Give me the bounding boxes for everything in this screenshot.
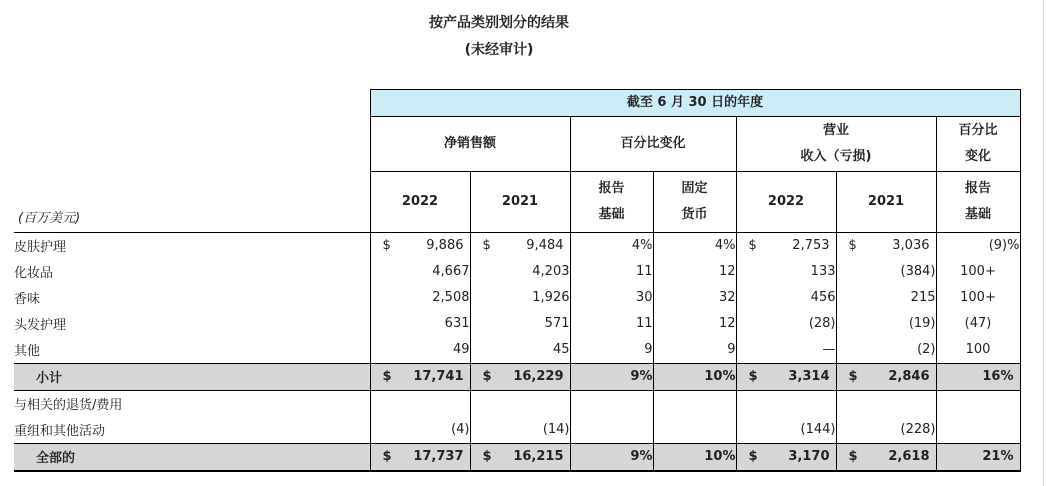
total-row: 全部的 $ 17,737 $ 16,215 9% 10% $ 3,170 $ 2,618 21% — [14, 443, 1020, 471]
currency-symbol: $ — [748, 238, 757, 253]
row-label: 化妆品 — [14, 266, 54, 281]
currency-symbol: $ — [848, 238, 857, 253]
units-label: (百万美元) — [18, 210, 81, 226]
table-row: 其他 49 45 9 9 — (2) 100 — [14, 337, 1020, 364]
pct-change-header: 百分比变化 — [570, 117, 736, 172]
results-table — [14, 89, 1021, 472]
total-label: 全部的 — [14, 443, 370, 471]
pct-change2-header: 百分比 变化 — [936, 117, 1020, 172]
oi-2021-header: 2021 — [836, 172, 936, 233]
currency-symbol: $ — [382, 238, 391, 253]
row-label: 与相关的退货/费用 — [14, 398, 123, 413]
table-row: 皮肤护理 $ 9,886 $ 9,484 4% 4% $ 2,753 $ 3,036 (9)% — [14, 232, 1020, 259]
row-label: 头发护理 — [14, 318, 67, 333]
table-row: 化妆品 4,667 4,203 11 12 133 (384) 100+ — [14, 259, 1020, 285]
ns-2021-header: 2021 — [470, 172, 570, 233]
row-label: 皮肤护理 — [14, 240, 67, 255]
subtotal-label: 小计 — [14, 363, 370, 390]
report-title: 按产品类别划分的结果 — [429, 15, 569, 31]
report-subtitle: (未经审计) — [464, 42, 534, 58]
subtotal-row: 小计 $ 17,741 $ 16,229 9% 10% $ 3,314 $ 2,846 16% — [14, 363, 1020, 390]
table-row — [14, 390, 1020, 417]
net-sales-header: 净销售额 — [370, 117, 570, 172]
row-label: 重组和其他活动 — [14, 424, 106, 439]
row-label: 其他 — [14, 344, 41, 359]
currency-symbol: $ — [482, 238, 491, 253]
table-row: 头发护理 631 571 11 12 (28) (19) (47) — [14, 311, 1020, 337]
period-header: 截至 6 月 30 日的年度 — [370, 90, 1020, 117]
reported-header: 报告 基础 — [570, 172, 653, 233]
page-edge-rule — [1043, 0, 1044, 486]
reported2-header: 报告 基础 — [936, 172, 1020, 233]
oi-2022-header: 2022 — [736, 172, 836, 233]
ns-2022-header: 2022 — [370, 172, 470, 233]
op-income-header: 营业 收入（亏损) — [736, 117, 936, 172]
table-row: 重组和其他活动 (4) (14) (144) (228) — [14, 417, 1020, 444]
row-label: 香味 — [14, 292, 41, 307]
table-row: 香味 2,508 1,926 30 32 456 215 100+ — [14, 285, 1020, 311]
constant-currency-header: 固定 货币 — [653, 172, 736, 233]
